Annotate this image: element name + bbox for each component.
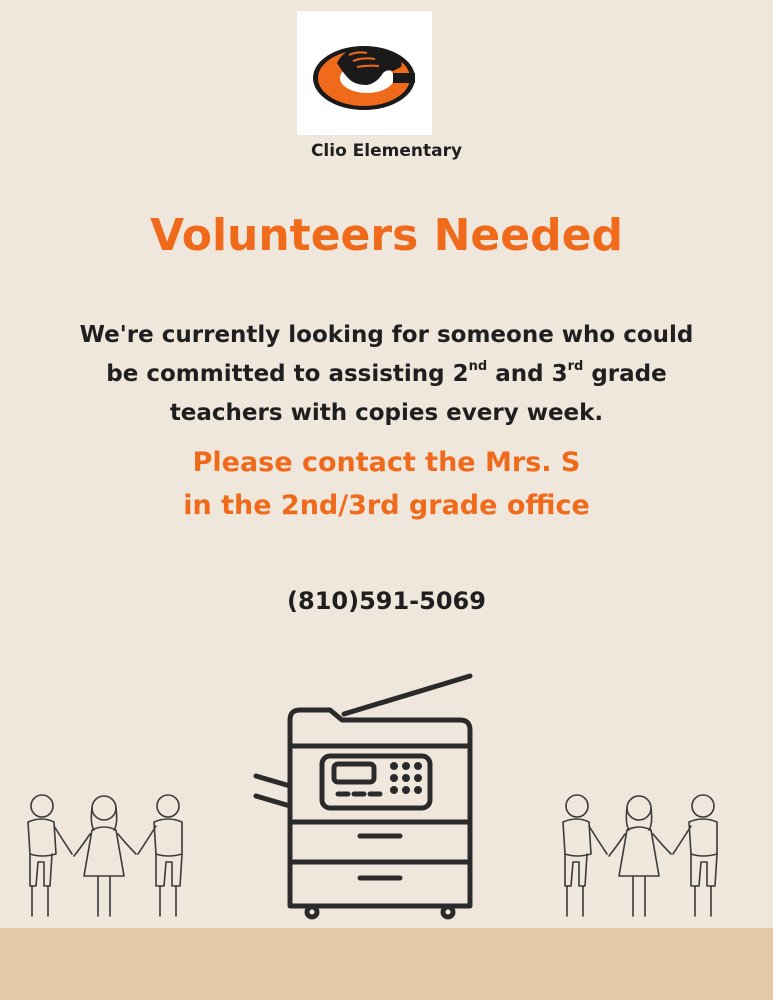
page-title: Volunteers Needed (150, 210, 623, 261)
floor-band (0, 928, 773, 1000)
message-part-1: We're currently looking for someone who could be committed to assisting 2 (79, 322, 694, 387)
school-name: Clio Elementary (310, 141, 463, 161)
contact-info (0, 441, 773, 527)
photocopier-icon (250, 670, 480, 922)
message-part-3: grade teachers with copies every week. (169, 361, 667, 426)
contact-line-2: in the 2nd/3rd grade office (183, 490, 590, 521)
message-sup-1: nd (468, 359, 488, 375)
phone-number: (810)591-5069 (287, 587, 486, 615)
school-logo (297, 11, 432, 135)
children-holding-hands-icon (20, 790, 195, 922)
mustang-c-logo-icon (297, 11, 432, 135)
children-holding-hands-icon (555, 790, 730, 922)
volunteer-message (60, 316, 713, 433)
message-sup-2: rd (567, 359, 584, 375)
contact-line-1: Please contact the Mrs. S (192, 447, 581, 478)
message-part-2: and 3 (487, 361, 568, 387)
